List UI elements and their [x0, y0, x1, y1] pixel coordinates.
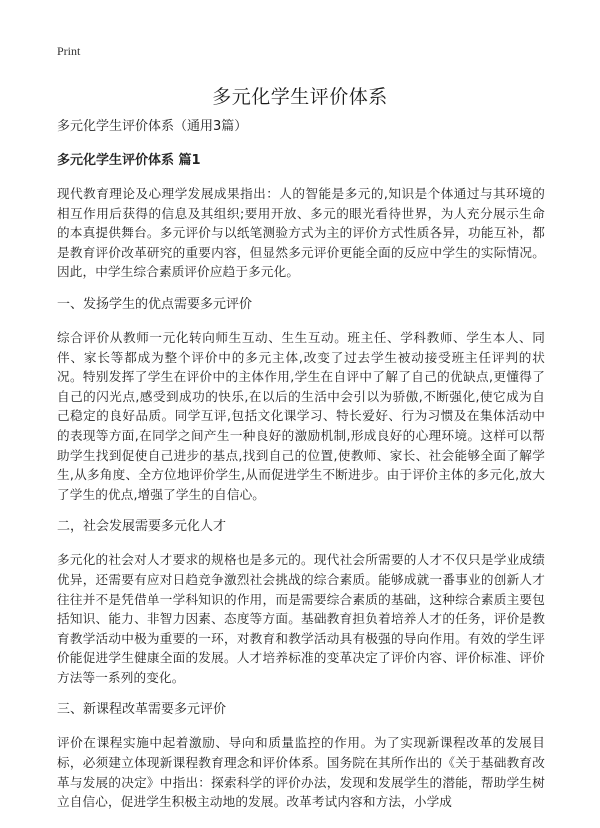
document-subtitle: 多元化学生评价体系（通用3篇）	[57, 119, 248, 134]
intro-paragraph: 现代教育理论及心理学发展成果指出：人的智能是多元的,知识是个体通过与其环境的相互作用后获得的信息及其组织;要用开放、多元的眼光看待世界，为人充分展示生命的本真提供舞台。多元评价与以纸笔测验方式为主的评价方式性质各异，功能互补，都是教育评价改革研究的重要内容，但显然多元评价更能全面的反应中学生的实际情况。因此，中学生综合素质评价应趋于多元化。	[57, 186, 545, 280]
section-heading-3: 三、新课程改革需要多元评价	[57, 702, 227, 718]
section-paragraph-2: 多元化的社会对人才要求的规格也是多元的。现代社会所需要的人才不仅只是学业成绩优异，还需要有应对日趋竞争激烈社会挑战的综合素质。能够成就一番事业的创新人才往往并不是凭借单一学科知识的作用，而是需要综合素质的基础，这种综合素质主要包括知识、能力、非智力因素、态度等方面。基础教育担负着培养人才的任务，评价是教育教学活动中极为重要的一环，对教育和教学活动具有极强的导向作用。有效的学生评价能促进学生健康全面的发展。人才培养标准的变革决定了评价内容、评价标准、评价方法等一系列的变化。	[57, 552, 545, 685]
document-title: 多元化学生评价体系	[212, 86, 388, 108]
section-heading-1: 一、发扬学生的优点需要多元评价	[57, 296, 253, 312]
section-paragraph-1: 综合评价从教师一元化转向师生互动、生生互动。班主任、学科教师、学生本人、同伴、家长等都成为整个评价中的多元主体,改变了过去学生被动接受班主任评判的状况。特别发挥了学生在评价中的主体作用,学生在自评中了解了自己的优缺点,更懂得了自己的闪光点,感受到成功的快乐,在以后的生活中会引以为骄傲,不断强化,使它成为自己稳定的良好品质。同学互评,包括文化课学习、特长爱好、行为习惯及在集体活动中的表现等方面,在同学之间产生一种良好的激励机制,形成良好的心理环境。这样可以帮助学生找到促使自己进步的基点,找到自己的位置,使教师、家长、社会能够全面了解学生,从多角度、全方位地评价学生,从而促进学生不断进步。由于评价主体的多元化,放大了学生的优点,增强了学生的自信心。	[57, 329, 545, 502]
part-heading: 多元化学生评价体系 篇1	[57, 153, 201, 168]
section-heading-2: 二，社会发展需要多元化人才	[57, 519, 227, 535]
section-paragraph-3: 评价在课程实施中起着激励、导向和质量监控的作用。为了实现新课程改革的发展目标，必须建立体现新课程教育理念和评价体系。国务院在其所作出的《关于基础教育改革与发展的决定》中指出：探索科学的评价办法，发现和发展学生的潜能，帮助学生树立自信心，促进学生积极主动地的发展。改革考试内容和方法，小学成	[57, 735, 545, 810]
print-link[interactable]: Print	[57, 44, 81, 58]
document-body	[57, 118, 545, 826]
